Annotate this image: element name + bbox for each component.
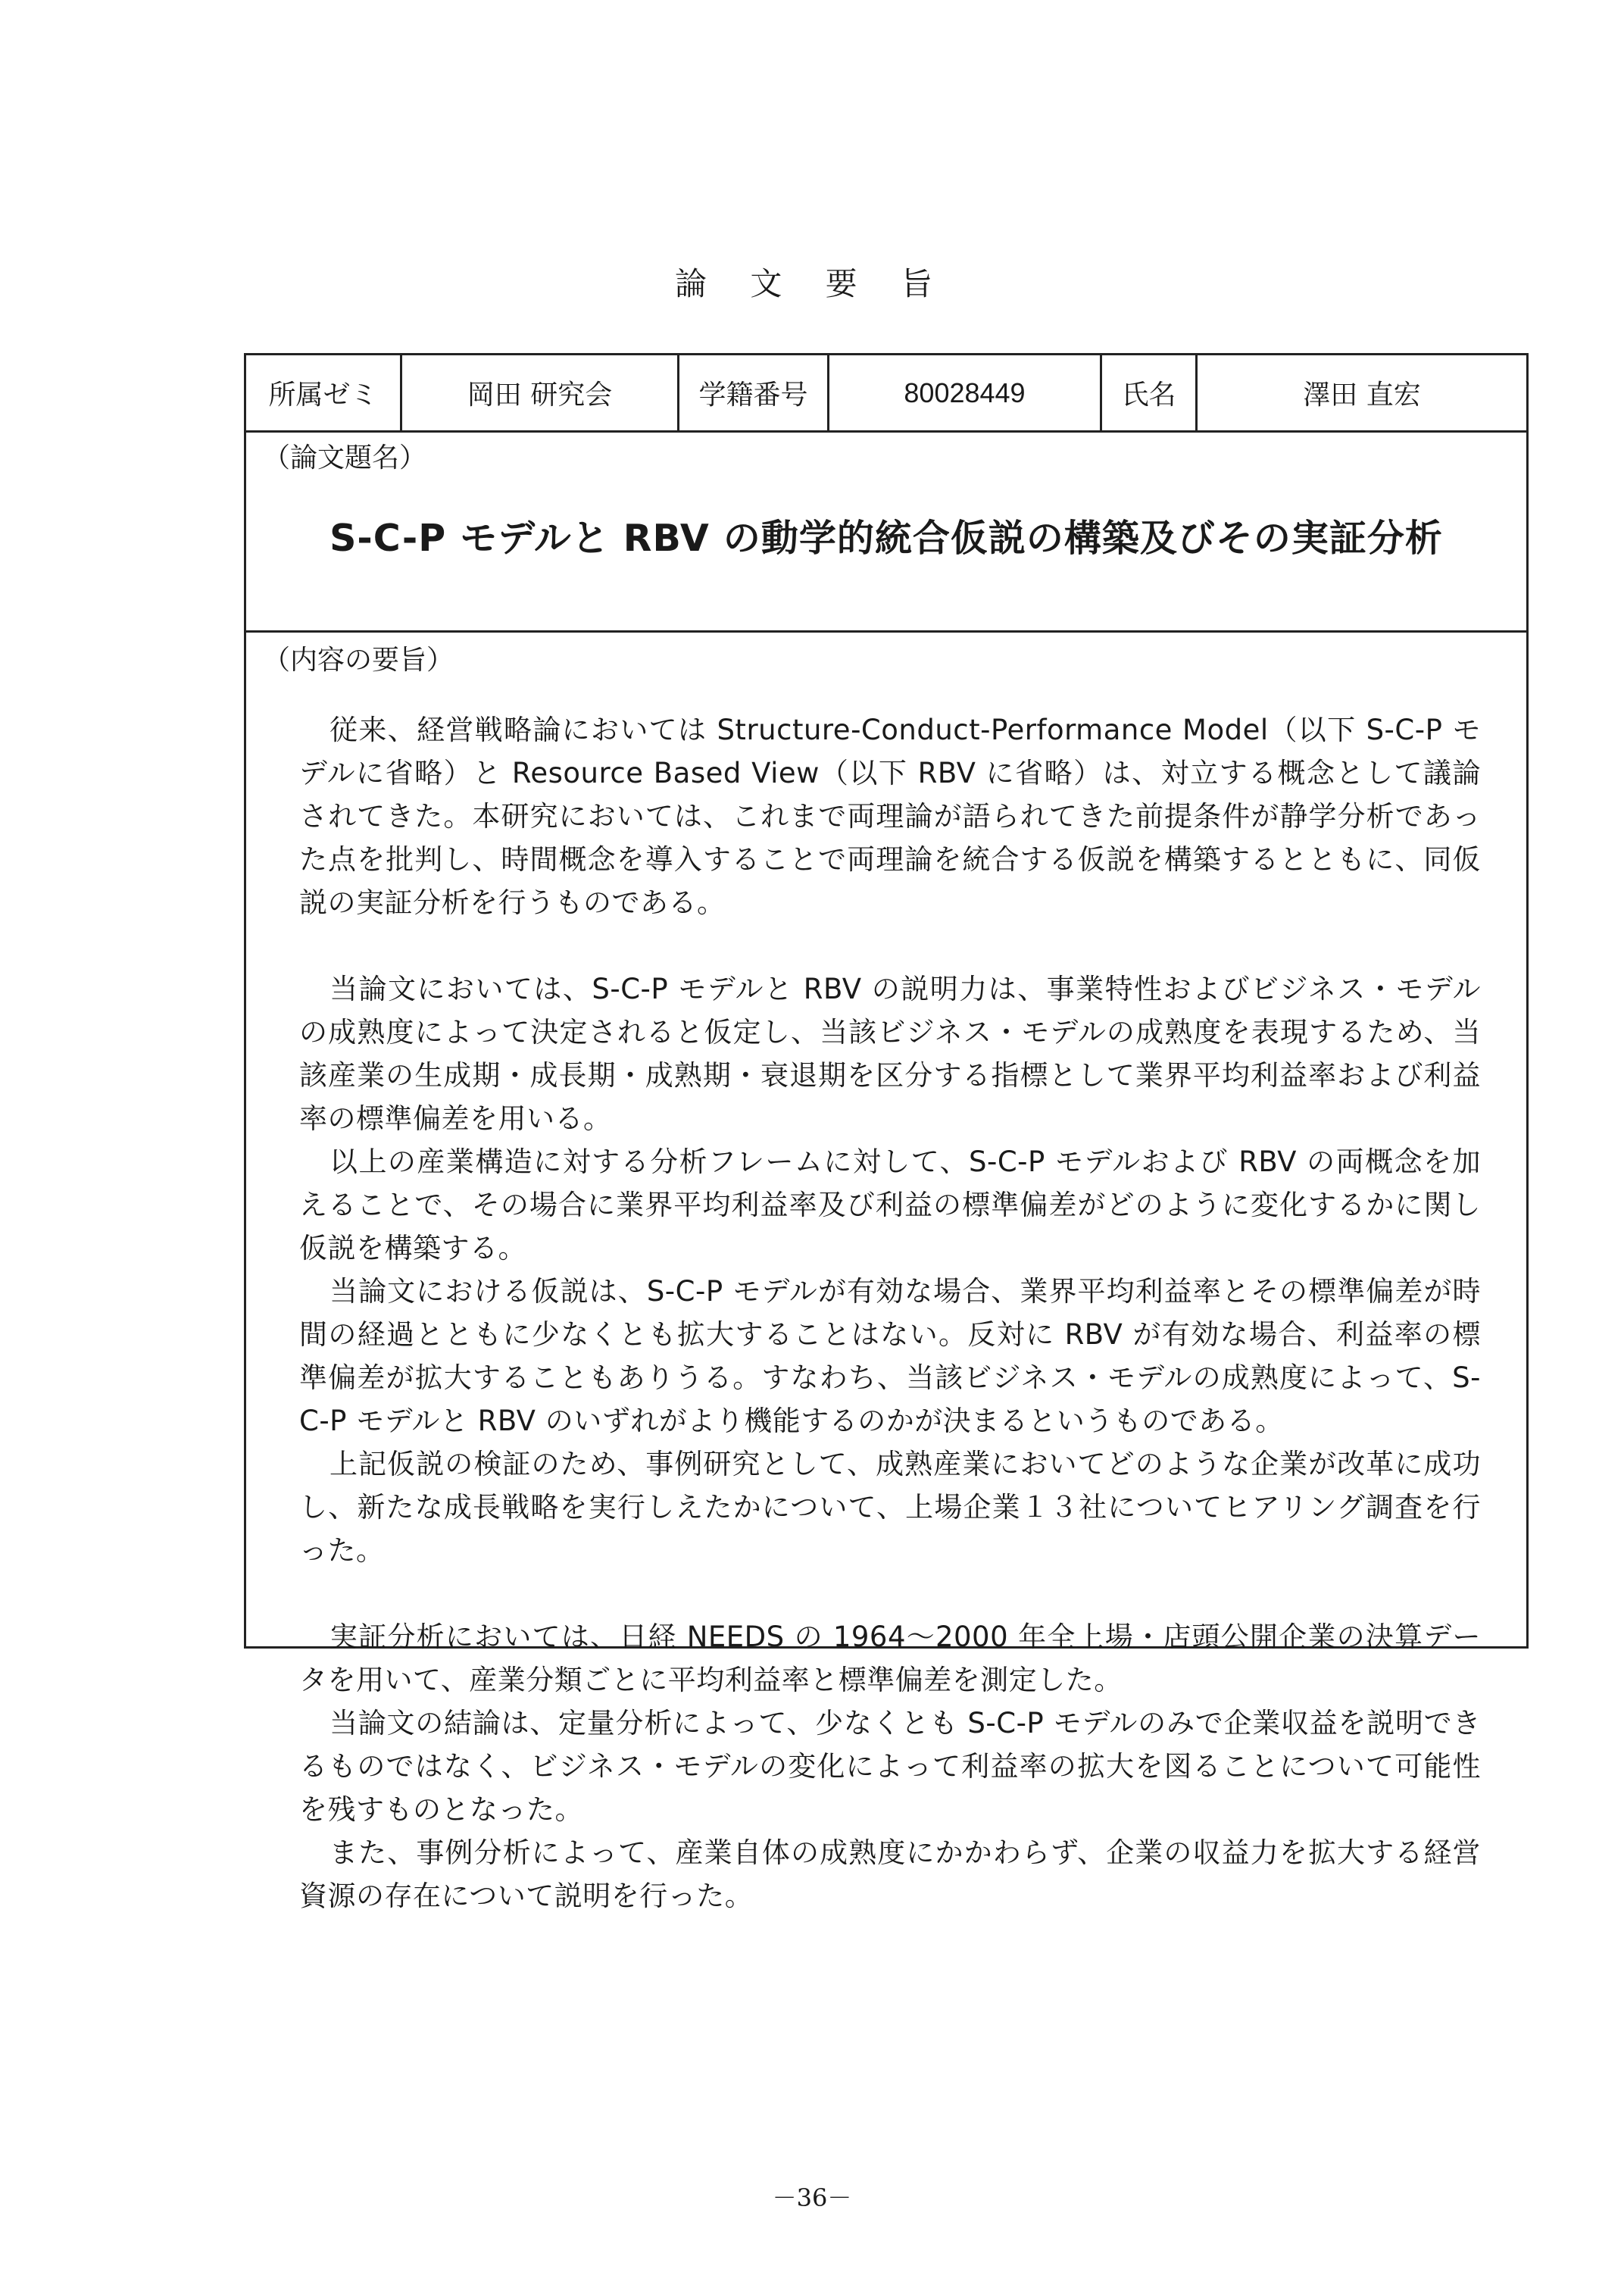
summary-label: （内容の要旨） [263,645,454,676]
summary-form [244,353,1529,1912]
summary-paragraph: 実証分析においては、日経 NEEDS の 1964～2000 年全上場・店頭公開企業の決算データを用いて、産業分類ごとに平均利益率と標準偏差を測定した。 [299,1621,1481,1696]
name-label: 氏名 [1102,355,1198,430]
name-value: 澤田 直宏 [1303,380,1421,411]
page-title: 論 文 要 旨 [674,265,950,302]
summary-paragraph: また、事例分析によって、産業自体の成熟度にかかわらず、企業の収益力を拡大する経営資源の存在について説明を行った。 [299,1836,1481,1912]
seminar-label: 所属ゼミ [246,355,402,430]
page-number: －36－ [772,2183,852,2212]
summary-paragraph: 従来、経営戦略論においては Structure-Conduct-Performance Model（以下 S-C-P モデルに省略）と Resource Based View（以下 RBV に省略）は、対立する概念として議論されてきた。本研究においては、これまで両理論が語られてきた前提条件が静学分析であった点を批判し、時間概念を導入することで両理論を統合する仮説を構築するとともに、同仮説の実証分析を行うものである。 [299,714,1481,919]
student-info-row [246,355,1526,433]
summary-paragraph: 上記仮説の検証のため、事例研究として、成熟産業においてどのような企業が改革に成功し、新たな成長戦略を実行しえたかについて、上場企業１３社についてヒアリング調査を行った。 [299,1448,1481,1567]
summary-paragraph: 当論文においては、S-C-P モデルと RBV の説明力は、事業特性およびビジネス・モデルの成熟度によって決定されると仮定し、当該ビジネス・モデルの成熟度を表現するため、当該産業の生成期・成長期・成熟期・衰退期を区分する指標として業界平均利益率および利益率の標準偏差を用いる。 [299,973,1481,1135]
student-id-value: 80028449 [829,355,1102,430]
thesis-title: S-C-P モデルと RBV の動学的統合仮説の構築及びその実証分析 [329,517,1443,560]
student-id-label: 学籍番号 [679,355,829,430]
seminar-value: 岡田 研究会 [402,355,679,430]
summary-paragraph: 以上の産業構造に対する分析フレームに対して、S-C-P モデルおよび RBV の両概念を加えることで、その場合に業界平均利益率及び利益の標準偏差がどのように変化するかに関し仮説を構築する。 [299,1146,1481,1264]
thesis-title-label: （論文題名） [263,442,427,474]
thesis-title-section [246,430,1526,633]
summary-paragraph: 当論文の結論は、定量分析によって、少なくとも S-C-P モデルのみで企業収益を説明できるものではなく、ビジネス・モデルの変化によって利益率の拡大を図ることについて可能性を残すものとなった。 [299,1707,1481,1826]
summary-paragraph: 当論文における仮説は、S-C-P モデルが有効な場合、業界平均利益率とその標準偏差が時間の経過とともに少なくとも拡大することはない。反対に RBV が有効な場合、利益率の標準偏差が拡大することもありうる。すなわち、当該ビジネス・モデルの成熟度によって、S-C-P モデルと RBV のいずれがより機能するのかが決まるというものである。 [299,1275,1481,1437]
summary-section [246,633,1526,1912]
summary-body [299,708,1481,1918]
